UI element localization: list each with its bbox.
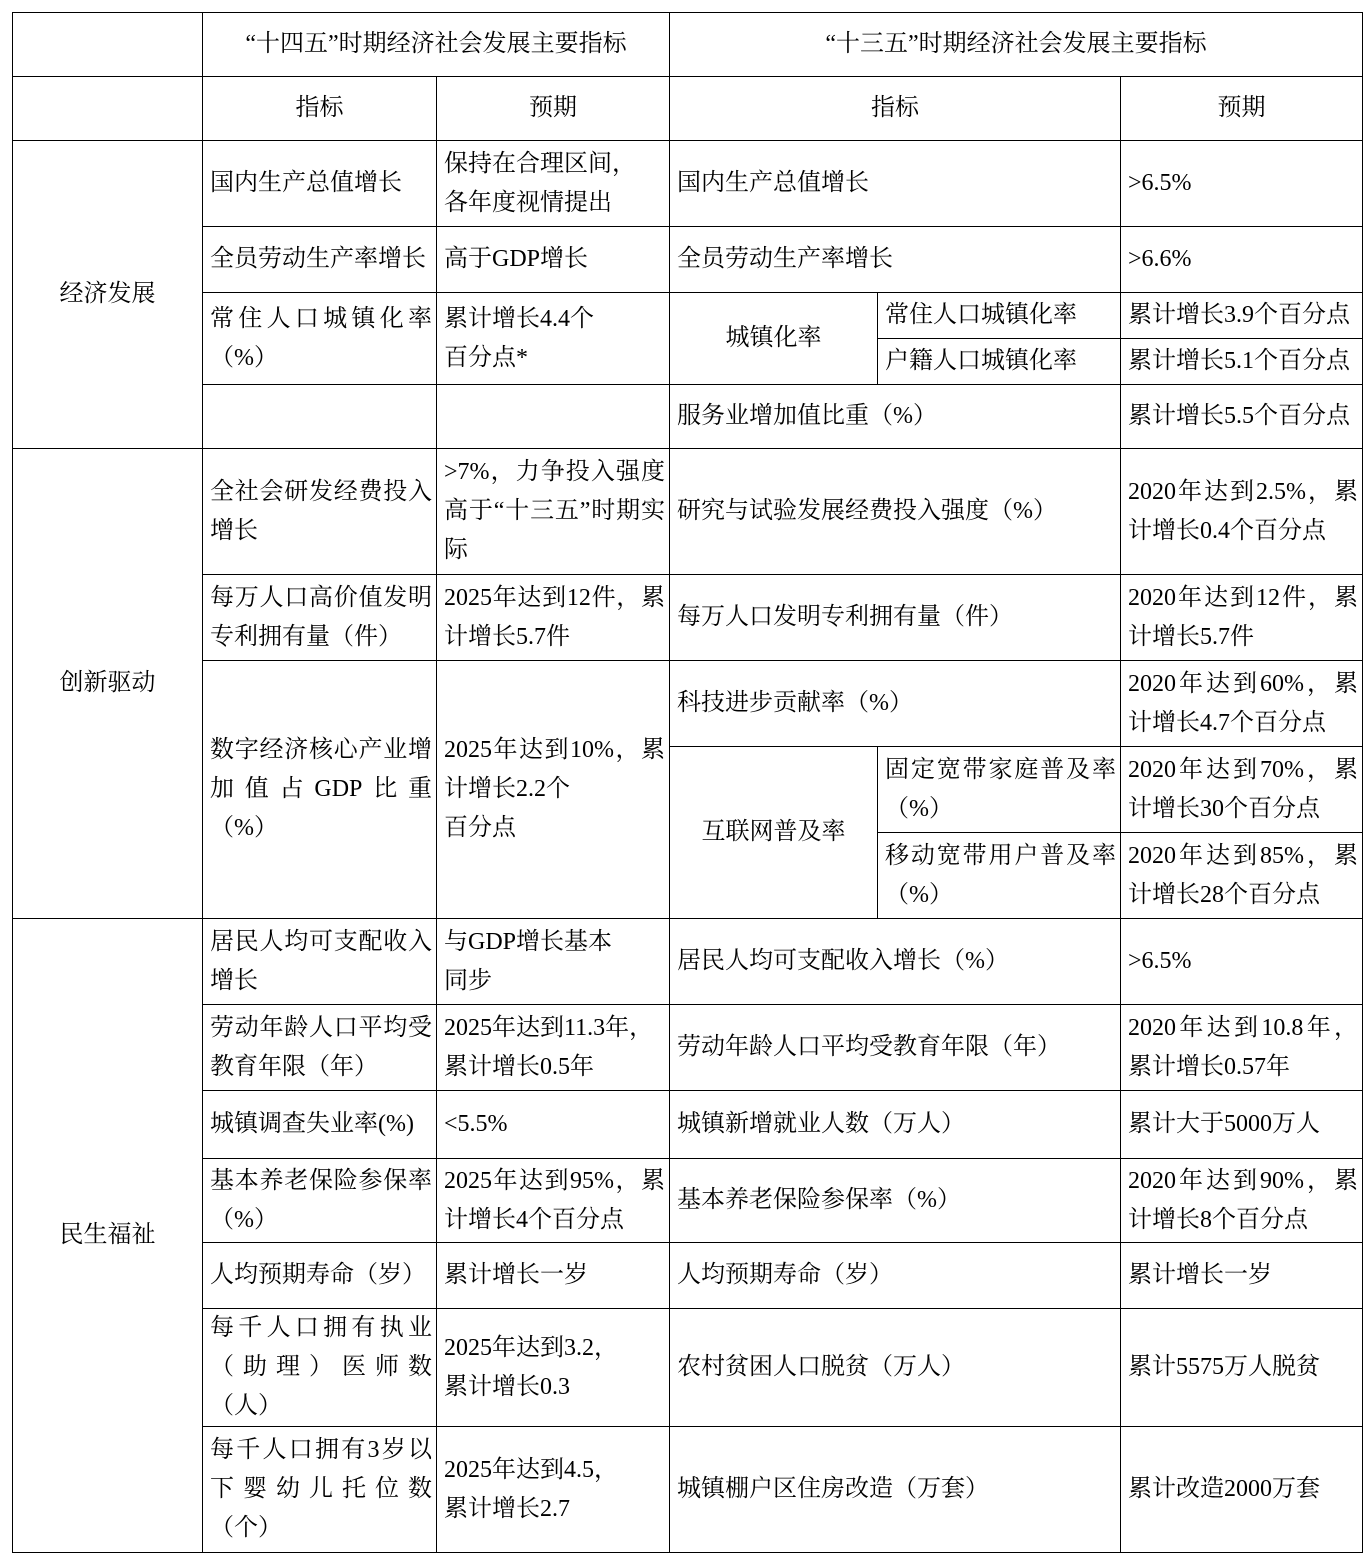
plan13-indicator-header: 指标 [670, 77, 1121, 141]
plan13-expected-cell: 累计大于5000万人 [1121, 1091, 1363, 1159]
plan13-indicator-cell: 居民人均可支配收入增长（%） [670, 919, 1121, 1005]
plan13-sub-indicator-cell: 固定宽带家庭普及率（%） [878, 747, 1121, 833]
plan14-expected-cell: 累计增长一岁 [437, 1243, 670, 1309]
plan14-expected-cell: 累计增长4.4个 百分点* [437, 293, 670, 385]
table-row [13, 227, 1363, 293]
table-row [13, 293, 1363, 339]
plan14-indicator-header: 指标 [203, 77, 437, 141]
plan13-expected-cell: 2020年达到70%，累计增长30个百分点 [1121, 747, 1363, 833]
plan13-expected-cell: >6.5% [1121, 141, 1363, 227]
plan13-indicator-cell: 国内生产总值增长 [670, 141, 1121, 227]
plan13-expected-cell: 2020年达到60%，累计增长4.7个百分点 [1121, 661, 1363, 747]
header-row-titles [13, 13, 1363, 77]
table-row [13, 385, 1363, 449]
plan13-expected-cell: 2020年达到12件，累计增长5.7件 [1121, 575, 1363, 661]
table-row [13, 1427, 1363, 1553]
table-row [13, 1159, 1363, 1243]
plan13-sub-indicator-cell: 移动宽带用户普及率（%） [878, 833, 1121, 919]
plan14-indicator-cell: 基本养老保险参保率（%） [203, 1159, 437, 1243]
header-row-columns [13, 77, 1363, 141]
corner-cell-2 [13, 77, 203, 141]
plan14-indicator-cell: 城镇调查失业率(%) [203, 1091, 437, 1159]
plan14-expected-cell: 2025年达到3.2， 累计增长0.3 [437, 1309, 670, 1427]
plan13-group-cell: 城镇化率 [670, 293, 878, 385]
plan13-expected-header: 预期 [1121, 77, 1363, 141]
indicators-comparison-table [12, 12, 1363, 1553]
plan14-expected-cell: 与GDP增长基本 同步 [437, 919, 670, 1005]
plan14-indicator-cell: 居民人均可支配收入增长 [203, 919, 437, 1005]
plan14-expected-header: 预期 [437, 77, 670, 141]
plan14-indicator-cell: 每千人口拥有执业（助理）医师数（人） [203, 1309, 437, 1427]
plan14-expected-cell: <5.5% [437, 1091, 670, 1159]
plan14-indicator-cell: 每万人口高价值发明专利拥有量（件） [203, 575, 437, 661]
plan13-expected-cell: 累计增长3.9个百分点 [1121, 293, 1363, 339]
plan14-expected-cell: 2025年达到4.5， 累计增长2.7 [437, 1427, 670, 1553]
plan14-indicator-cell: 国内生产总值增长 [203, 141, 437, 227]
table-row [13, 575, 1363, 661]
plan14-expected-cell: >7%，力争投入强度高于“十三五”时期实际 [437, 449, 670, 575]
plan13-expected-cell: 累计改造2000万套 [1121, 1427, 1363, 1553]
table-row [13, 1091, 1363, 1159]
table-row [13, 449, 1363, 575]
category-innovation: 创新驱动 [13, 449, 203, 919]
plan13-indicator-cell: 研究与试验发展经费投入强度（%） [670, 449, 1121, 575]
plan13-indicator-cell: 科技进步贡献率（%） [670, 661, 1121, 747]
category-economy: 经济发展 [13, 141, 203, 449]
plan14-expected-cell-empty [437, 385, 670, 449]
plan13-indicator-cell: 劳动年龄人口平均受教育年限（年） [670, 1005, 1121, 1091]
plan13-expected-cell: 累计增长一岁 [1121, 1243, 1363, 1309]
plan14-indicator-cell: 劳动年龄人口平均受教育年限（年） [203, 1005, 437, 1091]
plan14-indicator-cell: 常住人口城镇化率（%） [203, 293, 437, 385]
table-row [13, 661, 1363, 747]
table-row [13, 919, 1363, 1005]
plan13-sub-indicator-cell: 户籍人口城镇化率 [878, 339, 1121, 385]
plan14-indicator-cell: 每千人口拥有3岁以下婴幼儿托位数（个） [203, 1427, 437, 1553]
plan14-expected-cell: 2025年达到95%，累计增长4个百分点 [437, 1159, 670, 1243]
plan13-indicator-cell: 服务业增加值比重（%） [670, 385, 1121, 449]
plan13-expected-cell: >6.5% [1121, 919, 1363, 1005]
plan13-expected-cell: >6.6% [1121, 227, 1363, 293]
plan13-indicator-cell: 基本养老保险参保率（%） [670, 1159, 1121, 1243]
plan13-indicator-cell: 农村贫困人口脱贫（万人） [670, 1309, 1121, 1427]
plan13-expected-cell: 2020年达到10.8年，累计增长0.57年 [1121, 1005, 1363, 1091]
category-livelihood: 民生福祉 [13, 919, 203, 1553]
table-row [13, 1243, 1363, 1309]
plan13-indicator-cell: 每万人口发明专利拥有量（件） [670, 575, 1121, 661]
plan13-expected-cell: 2020年达到90%，累计增长8个百分点 [1121, 1159, 1363, 1243]
plan14-indicator-cell: 全员劳动生产率增长 [203, 227, 437, 293]
plan13-expected-cell: 累计5575万人脱贫 [1121, 1309, 1363, 1427]
table-row [13, 1309, 1363, 1427]
plan14-expected-cell: 2025年达到10%，累计增长2.2个 百分点 [437, 661, 670, 919]
plan14-indicator-cell-empty [203, 385, 437, 449]
plan14-expected-cell: 2025年达到11.3年， 累计增长0.5年 [437, 1005, 670, 1091]
table-row [13, 1005, 1363, 1091]
plan13-indicator-cell: 城镇棚户区住房改造（万套） [670, 1427, 1121, 1553]
plan14-indicator-cell: 数字经济核心产业增加值占GDP比重（%） [203, 661, 437, 919]
plan14-expected-cell: 保持在合理区间， 各年度视情提出 [437, 141, 670, 227]
plan13-title: “十三五”时期经济社会发展主要指标 [670, 13, 1363, 77]
plan14-indicator-cell: 全社会研发经费投入增长 [203, 449, 437, 575]
plan13-expected-cell: 累计增长5.1个百分点 [1121, 339, 1363, 385]
table-row [13, 141, 1363, 227]
plan13-sub-indicator-cell: 常住人口城镇化率 [878, 293, 1121, 339]
plan13-expected-cell: 2020年达到2.5%，累计增长0.4个百分点 [1121, 449, 1363, 575]
plan13-indicator-cell: 人均预期寿命（岁） [670, 1243, 1121, 1309]
plan13-expected-cell: 累计增长5.5个百分点 [1121, 385, 1363, 449]
plan14-title: “十四五”时期经济社会发展主要指标 [203, 13, 670, 77]
corner-cell [13, 13, 203, 77]
plan13-indicator-cell: 全员劳动生产率增长 [670, 227, 1121, 293]
plan14-indicator-cell: 人均预期寿命（岁） [203, 1243, 437, 1309]
plan13-expected-cell: 2020年达到85%，累计增长28个百分点 [1121, 833, 1363, 919]
plan14-expected-cell: 高于GDP增长 [437, 227, 670, 293]
plan14-expected-cell: 2025年达到12件，累计增长5.7件 [437, 575, 670, 661]
plan13-indicator-cell: 城镇新增就业人数（万人） [670, 1091, 1121, 1159]
plan13-group-cell: 互联网普及率 [670, 747, 878, 919]
